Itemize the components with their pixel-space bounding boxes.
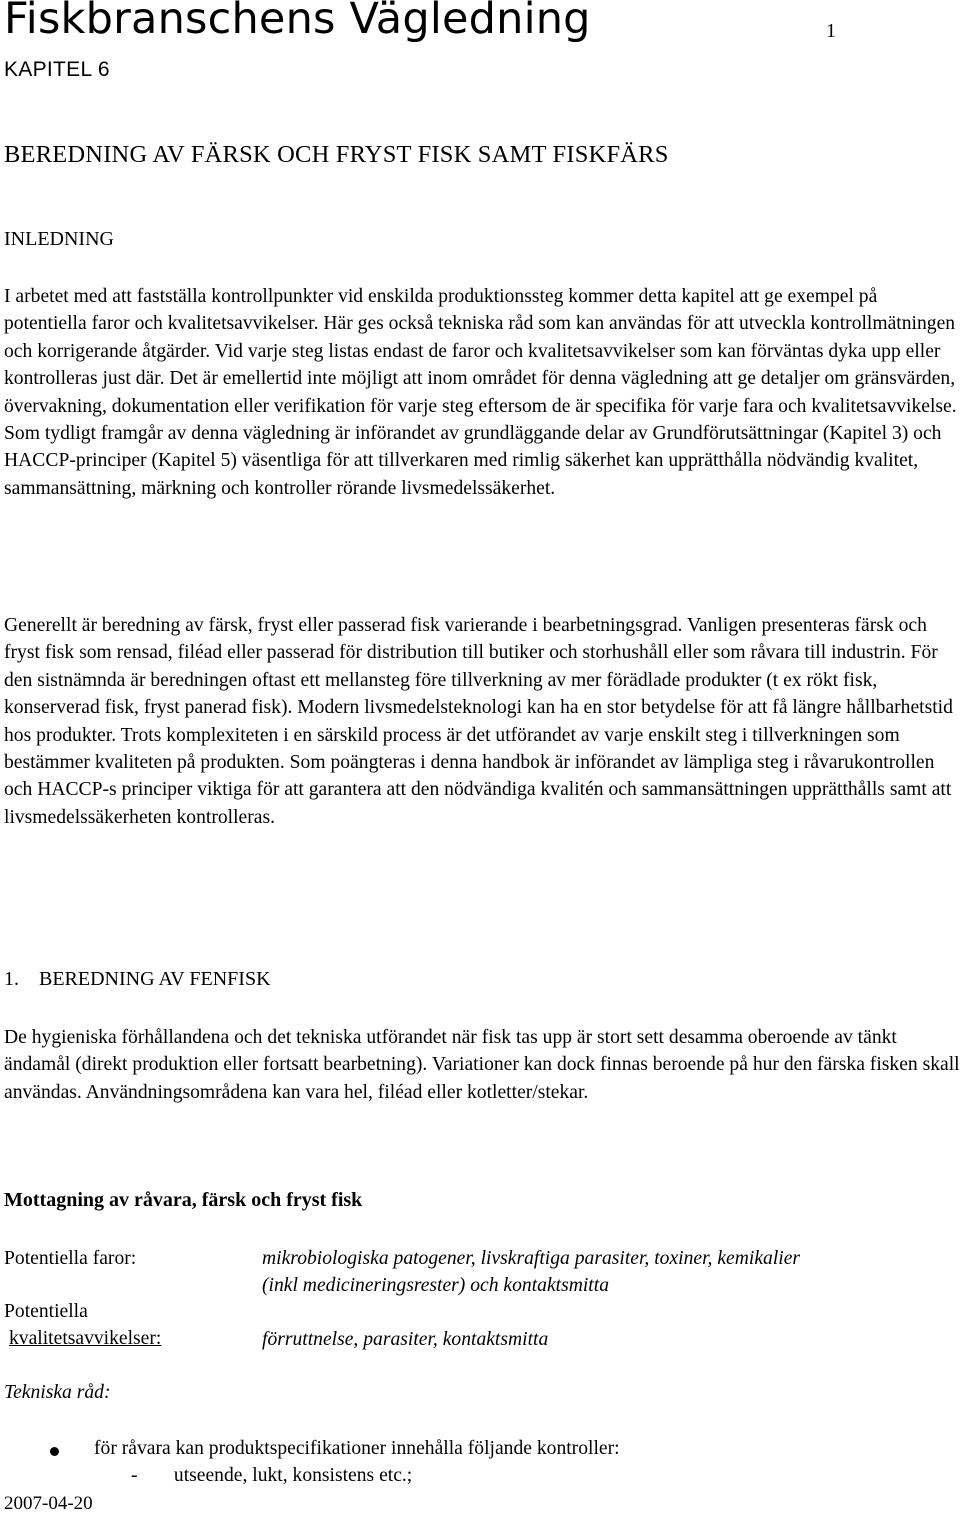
hazards-value-line-1: mikrobiologiska patogener, livskraftiga parasiter, toxiner, kemikalier: [262, 1248, 801, 1269]
bullet-text: för råvara kan produktspecifikationer innehålla följande kontroller:: [94, 1438, 620, 1459]
sub-bullet-dash: -: [131, 1465, 138, 1486]
sub-bullet-text: utseende, lukt, konsistens etc.;: [173, 1465, 413, 1486]
general-paragraph: Generellt är beredning av färsk, fryst eller passerad fisk varierande i bearbetningsgrad. Vanligen presenteras färsk och fryst fisk som rensad, filéad eller passerad för distribution till butiker och storhushåll eller som råvara till industrin. För den sistnämnda är beredningen oftast ett mellansteg före tillverkning av mer förädlade produkter (t ex rökt fisk, konserverad fisk, fryst panerad fisk). Modern livsmedelsteknologi kan ha en stor betydelse för att få längre hållbarhetstid hos produkter. Trots komplexiteten i en särskild process är det utförandet av varje enskilt steg i tillverkningen som bestämmer kvaliteten på produkten. Som poängteras i denna handbok är införandet av lämpliga steg i råvarukontrollen och HACCP-s principer viktiga för att garantera att den nödvändiga kvalitén och sammansättningen upprätthålls samt att livsmedelssäkerheten kontrolleras.: [4, 615, 953, 828]
intro-paragraph-2: Som tydligt framgår av denna vägledning är införandet av grundläggande delar av Grundförutsättningar (Kapitel 3) och HACCP-principer (Kapitel 5) väsentliga för att tillverkaren med rimlig säkerhet kan upprätthålla nödvändig kvalitet, sammansättning, märkning och kontroller rörande livsmedelssäkerhet.: [4, 423, 942, 499]
section-1-title: BEREDNING AV FENFISK: [39, 968, 271, 990]
bullet-dot-icon: [50, 1447, 59, 1456]
quality-value: förruttnelse, parasiter, kontaktsmitta: [262, 1329, 549, 1350]
intro-section: [4, 283, 960, 502]
section-1-number: 1.: [4, 968, 19, 990]
quality-label-line-1: Potentiella: [4, 1301, 88, 1322]
section-1-heading: [4, 968, 271, 991]
hazards-label: Potentiella faror:: [4, 1248, 137, 1269]
technical-advice-label: Tekniska råd:: [4, 1382, 111, 1403]
hazards-value: [262, 1245, 800, 1300]
sub-bullet-item: [131, 1465, 412, 1487]
quality-label: [4, 1298, 161, 1353]
document-title: BEREDNING AV FÄRSK OCH FRYST FISK SAMT FISKFÄRS: [4, 141, 669, 168]
hazards-value-line-2: (inkl medicineringsrester) och kontaktsmitta: [262, 1275, 609, 1297]
chapter-label: KAPITEL 6: [4, 58, 110, 81]
footer-date: 2007-04-20: [4, 1493, 93, 1514]
general-section: [4, 612, 960, 831]
quality-label-line-2: kvalitetsavvikelser:: [9, 1328, 162, 1350]
section-1-body: [4, 1024, 960, 1106]
header-title: Fiskbranschens Vägledning: [4, 0, 591, 44]
intro-paragraph-1: I arbetet med att fastställa kontrollpunkter vid enskilda produktionssteg kommer detta kapitel att ge exempel på potentiella faror och kvalitetsavvikelser. Här ges också tekniska råd som kan användas för att utveckla kontrollmätningen och korrigerande åtgärder. Vid varje steg listas endast de faror och kvalitetsavvikelser som kan förväntas dyka upp eller kontrolleras just där. Det är emellertid inte möjligt att inom området för denna vägledning att ge detaljer om gränsvärden, övervakning, dokumentation eller verifikation för varje steg eftersom de är specifika för varje fara och kvalitetsavvikelse.: [4, 286, 957, 417]
intro-heading: INLEDNING: [4, 228, 114, 250]
section-1-paragraph: De hygieniska förhållandena och det tekniska utförandet när fisk tas upp är stort sett desamma oberoende av tänkt ändamål (direkt produktion eller fortsatt bearbetning). Variationer kan dock finnas beroende på hur den färska fisken skall användas. Användningsområdena kan vara hel, filéad eller kotletter/stekar.: [4, 1027, 960, 1103]
page-number: 1: [826, 20, 836, 42]
subsection-title: Mottagning av råvara, färsk och fryst fisk: [4, 1189, 363, 1211]
